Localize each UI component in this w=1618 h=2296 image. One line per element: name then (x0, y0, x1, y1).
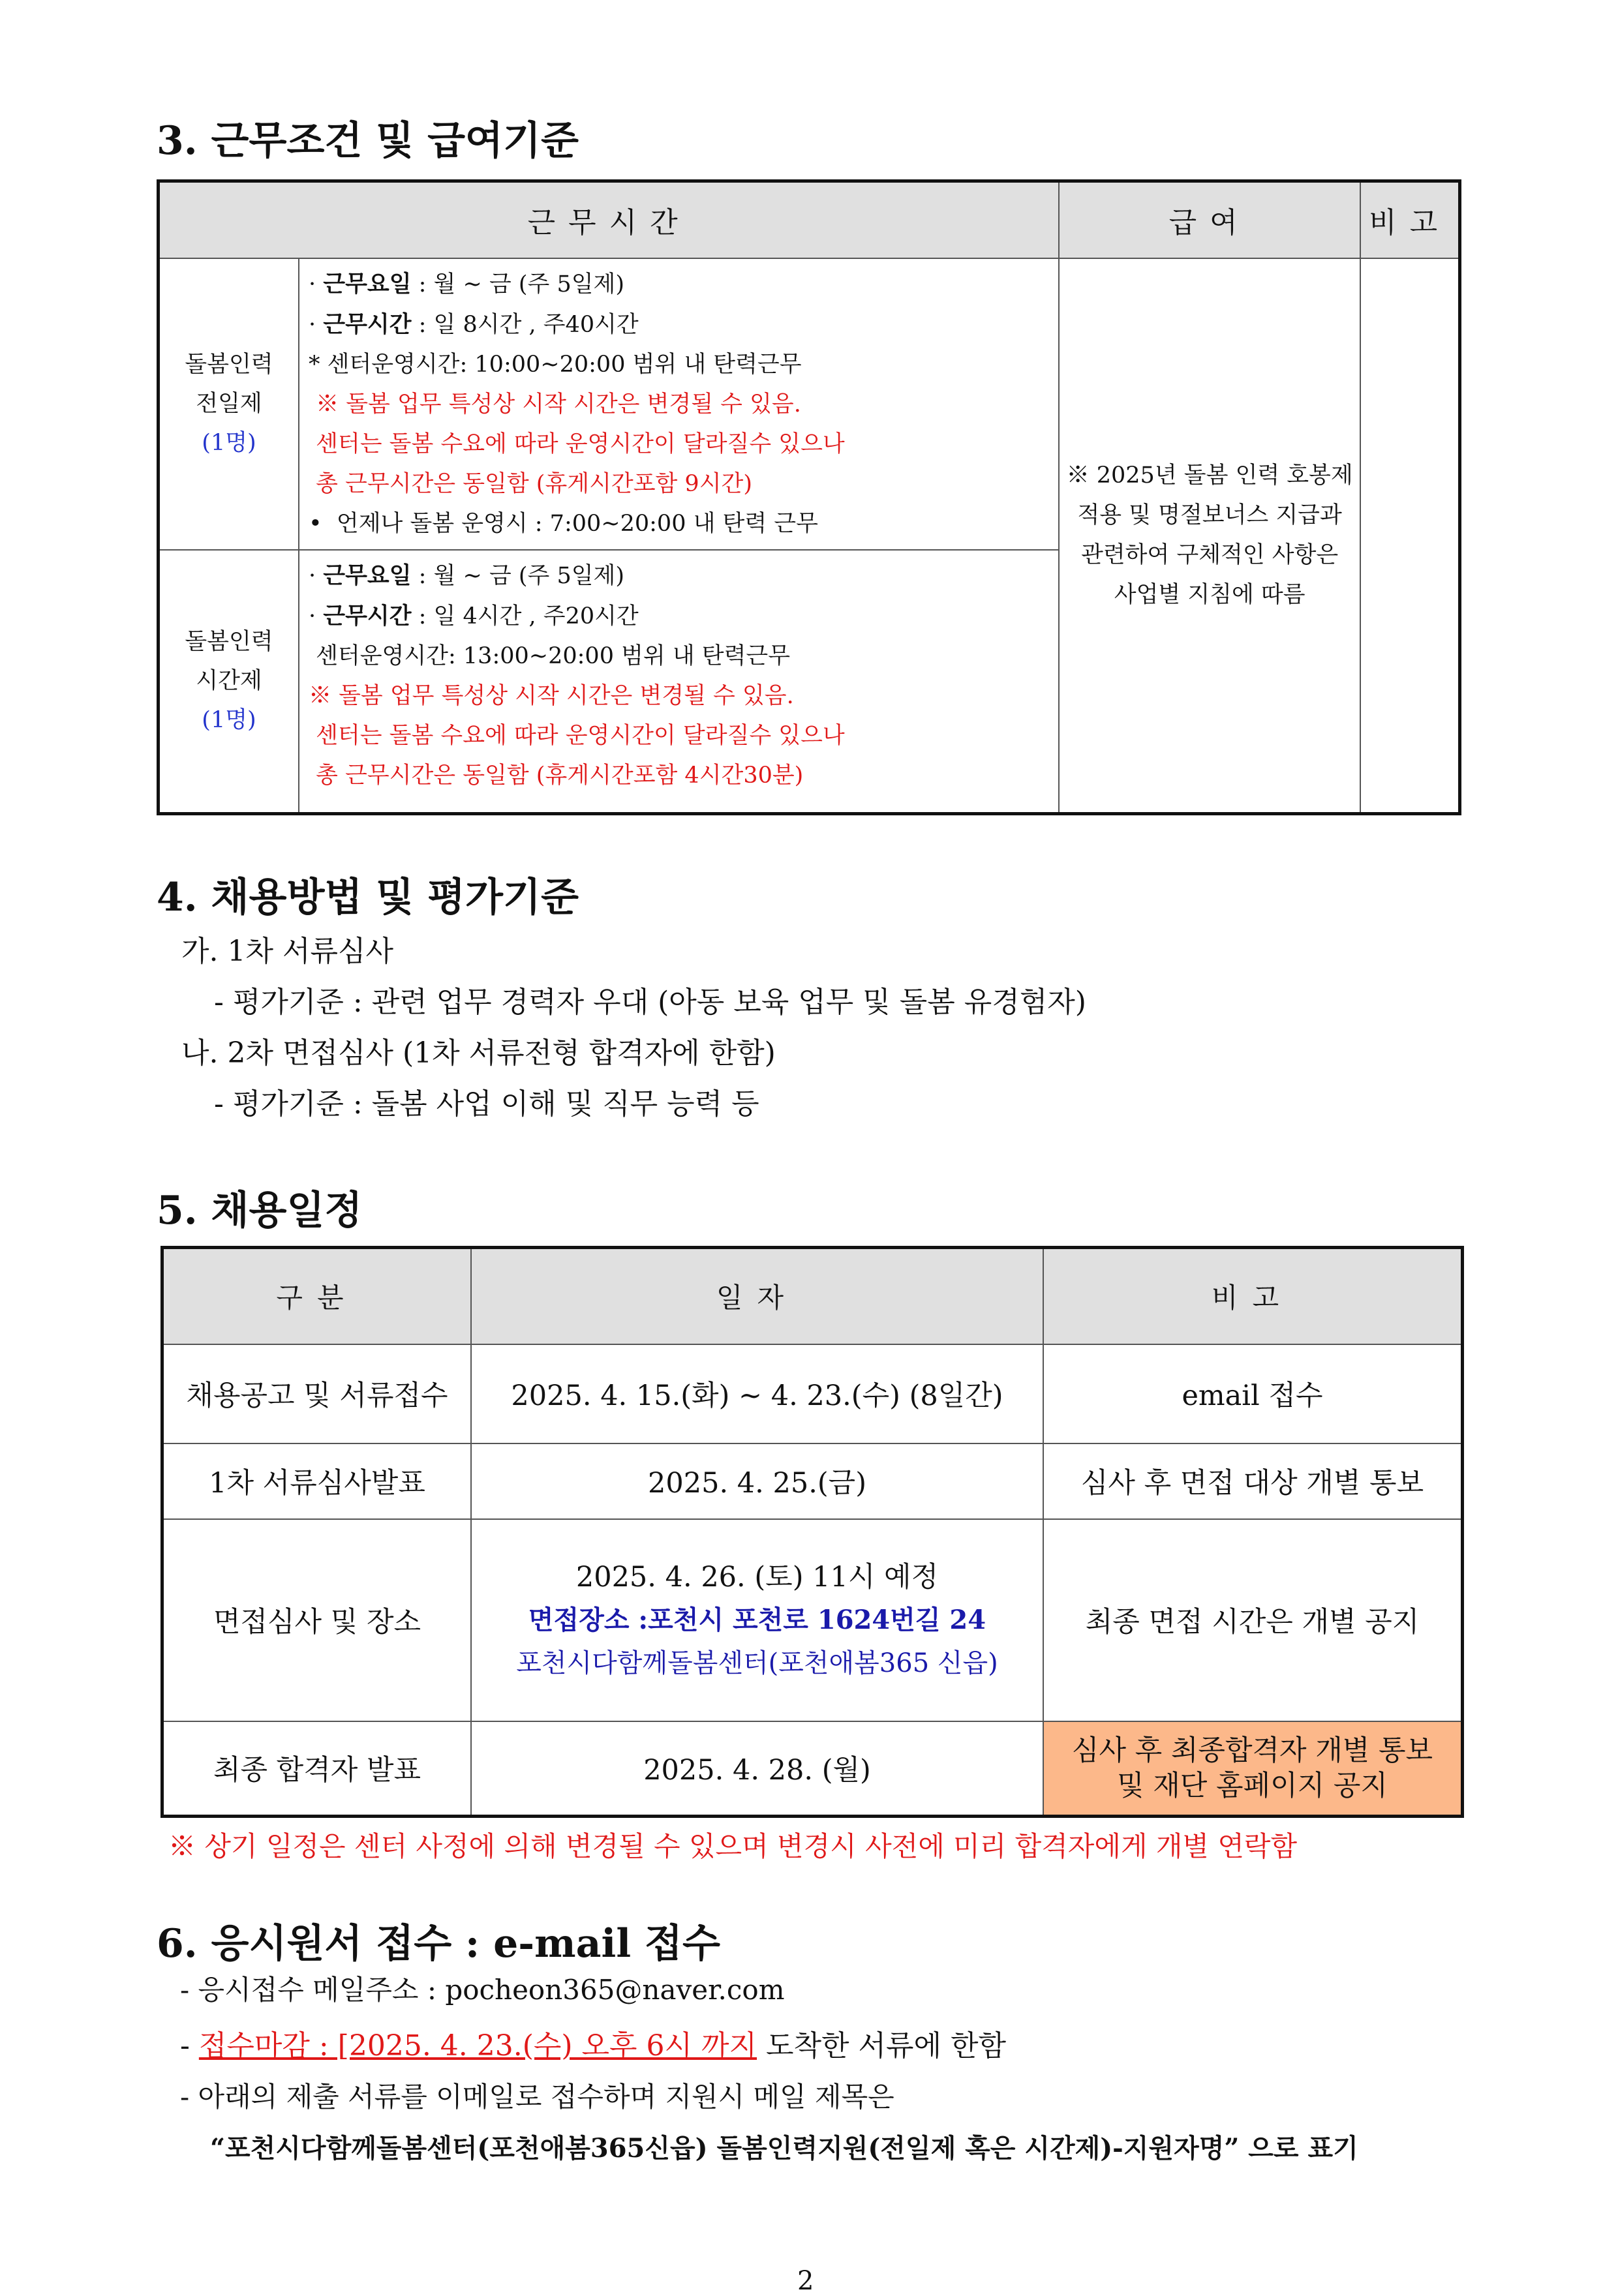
detail-line: ※ 돌봄 업무 특성상 시작 시간은 변경될 수 있음. (309, 391, 801, 417)
work-conditions-table (157, 179, 1461, 815)
section3-title: 3. 근무조건 및 급여기준 (157, 118, 579, 164)
step2-criteria: - 평가기준 : 돌봄 사업 이해 및 직무 능력 등 (196, 1087, 759, 1121)
row2-category: 1차 서류심사발표 (162, 1443, 472, 1519)
row1-category: 채용공고 및 서류접수 (162, 1344, 472, 1443)
header-note: 비고 (1043, 1248, 1463, 1344)
fulltime-details (299, 258, 1059, 550)
schedule-footnote: ※ 상기 일정은 센터 사정에 의해 변경될 수 있으며 변경시 사전에 미리 합격자에게 개별 연락함 (168, 1830, 1298, 1862)
deadline-line: - 접수마감 : [2025. 4. 23.(수) 오후 6시 까지 도착한 서류에 한함 (180, 2029, 1007, 2062)
step1-criteria: - 평가기준 : 관련 업무 경력자 우대 (아동 보육 업무 및 돌봄 유경험자) (196, 986, 1086, 1019)
detail-line: · 근무시간 : 일 8시간 , 주40시간 (309, 310, 639, 338)
row4-note: 심사 후 최종합격자 개별 통보 및 재단 홈페이지 공지 (1043, 1721, 1463, 1817)
venue-line2: 포천시다함께돌봄센터(포천애봄365 신읍) (516, 1648, 998, 1678)
header-date: 일자 (471, 1248, 1043, 1344)
header-work-hours: 근무시간 (159, 181, 1060, 258)
step1-title: 가. 1차 서류심사 (181, 935, 393, 968)
email-line: - 응시접수 메일주소 : pocheon365@naver.com (180, 1974, 785, 2006)
salary-note: ※ 2025년 돌봄 인력 호봉제 적용 및 명절보너스 지급과 관련하여 구체적인 사항은 사업별 지침에 따름 (1059, 258, 1360, 814)
parttime-label: 돌봄인력 시간제 (1명) (159, 550, 299, 814)
row1-date: 2025. 4. 15.(화) ~ 4. 23.(수) (8일간) (471, 1344, 1043, 1443)
row1-note: email 접수 (1043, 1344, 1463, 1443)
header-salary: 급여 (1059, 181, 1360, 258)
detail-line: • 언제나 돌봄 운영시 : 7:00~20:00 내 탄력 근무 (309, 510, 818, 537)
row4-category: 최종 합격자 발표 (162, 1721, 472, 1817)
header-category: 구분 (162, 1248, 472, 1344)
detail-line: ※ 돌봄 업무 특성상 시작 시간은 변경될 수 있음. (309, 682, 794, 709)
section6-title: 6. 응시원서 접수 : e-mail 접수 (157, 1921, 720, 1967)
deadline-highlight: 접수마감 : [2025. 4. 23.(수) 오후 6시 까지 (198, 2029, 757, 2062)
detail-line: · 근무요일 : 월 ~ 금 (주 5일제) (309, 270, 625, 297)
detail-line: · 근무시간 : 일 4시간 , 주20시간 (309, 602, 639, 629)
row3-date: 2025. 4. 26. (토) 11시 예정 면접장소 :포천시 포천로 1624번길 24 포천시다함께돌봄센터(포천애봄365 신읍) (471, 1519, 1043, 1721)
header-remarks: 비고 (1360, 181, 1459, 258)
parttime-details (299, 550, 1059, 814)
detail-line: 센터는 돌봄 수요에 따라 운영시간이 달라질수 있으나 (309, 430, 845, 457)
venue-line1: 면접장소 :포천시 포천로 1624번길 24 (528, 1604, 986, 1635)
section4-title: 4. 채용방법 및 평가기준 (157, 875, 579, 920)
remarks-cell (1360, 258, 1459, 814)
submission-instruction: - 아래의 제출 서류를 이메일로 접수하며 지원시 메일 제목은 (180, 2081, 894, 2113)
section5-title: 5. 채용일정 (157, 1188, 363, 1233)
fulltime-label: 돌봄인력 전일제 (1명) (159, 258, 299, 550)
detail-line: 총 근무시간은 동일함 (휴게시간포함 4시간30분) (309, 762, 804, 789)
row3-note: 최종 면접 시간은 개별 공지 (1043, 1519, 1463, 1721)
step2-title: 나. 2차 면접심사 (1차 서류전형 합격자에 한함) (181, 1036, 776, 1070)
row4-date: 2025. 4. 28. (월) (471, 1721, 1043, 1817)
detail-line: * 센터운영시간: 10:00~20:00 범위 내 탄력근무 (309, 351, 802, 378)
detail-line: 센터는 돌봄 수요에 따라 운영시간이 달라질수 있으나 (309, 722, 845, 749)
detail-line: · 근무요일 : 월 ~ 금 (주 5일제) (309, 562, 625, 589)
schedule-table (160, 1246, 1464, 1818)
row3-category: 면접심사 및 장소 (162, 1519, 472, 1721)
email-subject-format: “포천시다함께돌봄센터(포천애봄365신읍) 돌봄인력지원(전일제 혹은 시간제)-지원자명” 으로 표기 (210, 2133, 1358, 2164)
row2-date: 2025. 4. 25.(금) (471, 1443, 1043, 1519)
detail-line: 센터운영시간: 13:00~20:00 범위 내 탄력근무 (309, 642, 791, 669)
row2-note: 심사 후 면접 대상 개별 통보 (1043, 1443, 1463, 1519)
page-number: 2 (797, 2266, 814, 2296)
detail-line: 총 근무시간은 동일함 (휴게시간포함 9시간) (309, 470, 752, 497)
